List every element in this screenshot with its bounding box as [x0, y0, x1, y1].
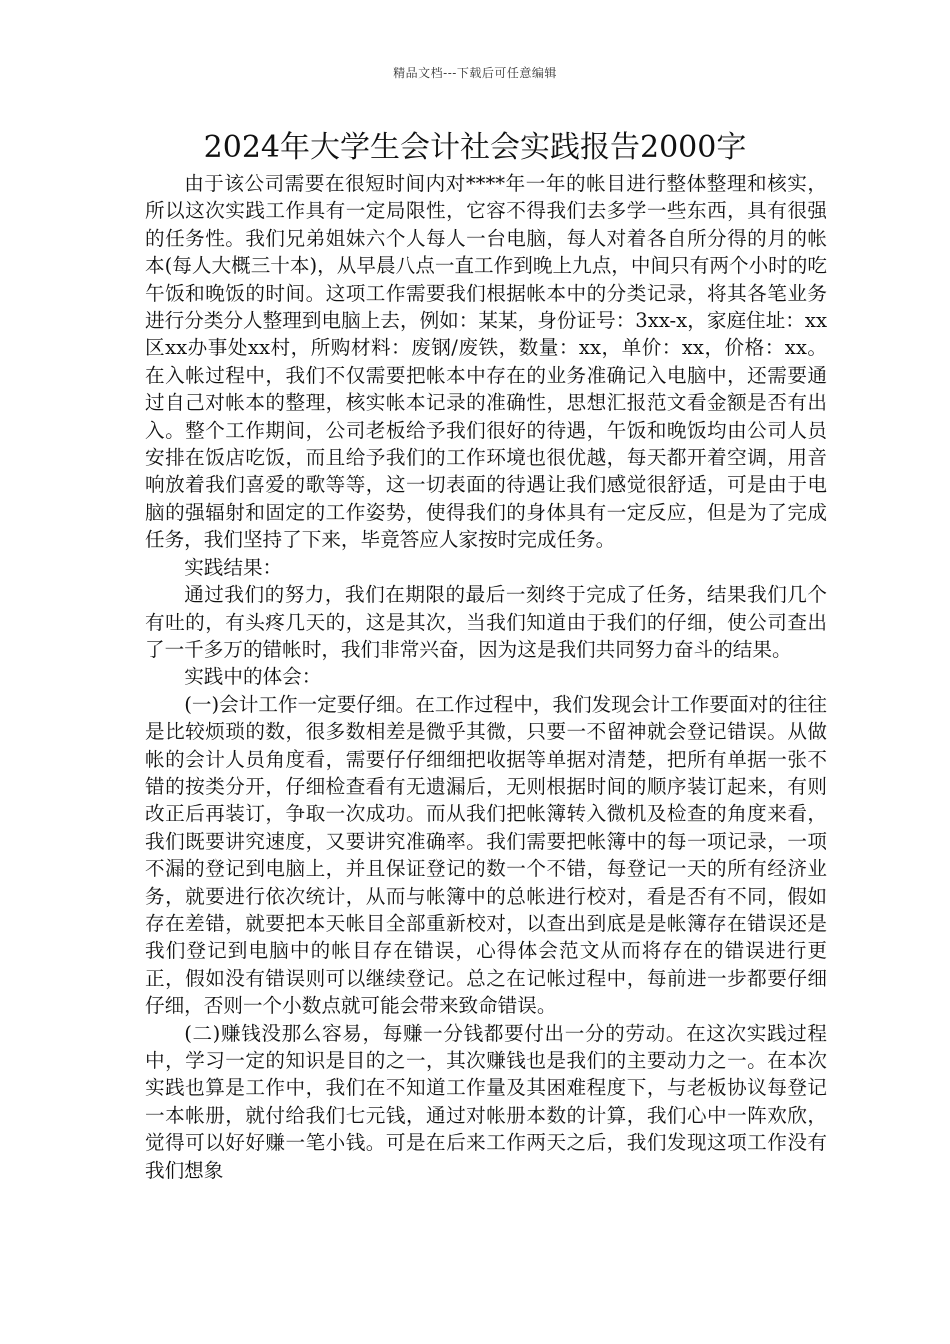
- paragraph-results: 通过我们的努力，我们在期限的最后一刻终于完成了任务，结果我们几个有吐的，有头疼几天的，这是其次，当我们知道由于我们的仔细，使公司查出了一千多万的错帐时，我们非常兴奋，因为这是我们共同努力奋斗的结果。: [145, 583, 827, 661]
- paragraph-point-one: (一)会计工作一定要仔细。在工作过程中，我们发现会计工作要面对的往往是比较烦琐的数，很多数相差是微乎其微，只要一不留神就会登记错误。从做帐的会计人员角度看，需要仔仔细细把收据等单据对清楚，把所有单据一张不错的按类分开，仔细检查看有无遗漏后，无则根据时间的顺序装订起来，有则改正后再装订，争取一次成功。而从我们把帐簿转入微机及检查的角度来看，我们既要讲究速度，又要讲究准确率。我们需要把帐簿中的每一项记录，一项不漏的登记到电脑上，并且保证登记的数一个不错，每登记一天的所有经济业务，就要进行依次统计，从而与帐簿中的总帐进行校对，看是否有不同，假如存在差错，就要把本天帐目全部重新校对，以查出到底是是帐簿存在错误还是我们登记到电脑中的帐目存在错误，心得体会范文从而将存在的错误进行更正，假如没有错误则可以继续登记。总之在记帐过程中，每前进一步都要仔细仔细，否则一个小数点就可能会带来致命错误。: [145, 692, 827, 1018]
- paragraph-intro: 由于该公司需要在很短时间内对****年一年的帐目进行整体整理和核实，所以这次实践工作具有一定局限性，它容不得我们去多学一些东西，具有很强的任务性。我们兄弟姐妹六个人每人一台电脑，每人对着各自所分得的月的帐本(每人大概三十本)，从早晨八点一直工作到晚上九点，中间只有两个小时的吃午饭和晚饭的时间。这项工作需要我们根据帐本中的分类记录，将其各笔业务进行分类分人整理到电脑上去，例如：某某，身份证号：3xx-x，家庭住址：xx区xx办事处xx村，所购材料：废钢/废铁，数量：xx，单价：xx，价格：xx。在入帐过程中，我们不仅需要把帐本中存在的业务准确记入电脑中，还需要通过自己对帐本的整理，核实帐本记录的准确性，思想汇报范文看金额是否有出入。整个工作期间，公司老板给予我们很好的待遇，午饭和晚饭均由公司人员安排在饭店吃饭，而且给予我们的工作环境也很优越，每天都开着空调，用音响放着我们喜爱的歌等等，这一切表面的待遇让我们感觉很舒适，可是由于电脑的强辐射和固定的工作姿势，使得我们的身体具有一定反应，但是为了完成任务，我们坚持了下来，毕竟答应人家按时完成任务。: [145, 172, 827, 552]
- heading-experience: 实践中的体会：: [184, 665, 322, 689]
- document-title: 2024年大学生会计社会实践报告2000字: [203, 130, 747, 165]
- heading-results: 实践结果：: [184, 555, 283, 579]
- page-header: 精品文档---下载后可任意编辑: [393, 66, 557, 80]
- document-body: [145, 170, 827, 1184]
- paragraph-point-two: (二)赚钱没那么容易，每赚一分钱都要付出一分的劳动。在这次实践过程中，学习一定的知识是目的之一，其次赚钱也是我们的主要动力之一。在本次实践也算是工作中，我们在不知道工作量及其困难程度下，与老板协议每登记一本帐册，就付给我们七元钱，通过对帐册本数的计算，我们心中一阵欢欣，觉得可以好好赚一笔小钱。可是在后来工作两天之后，我们发现这项工作没有我们想象: [145, 1021, 827, 1182]
